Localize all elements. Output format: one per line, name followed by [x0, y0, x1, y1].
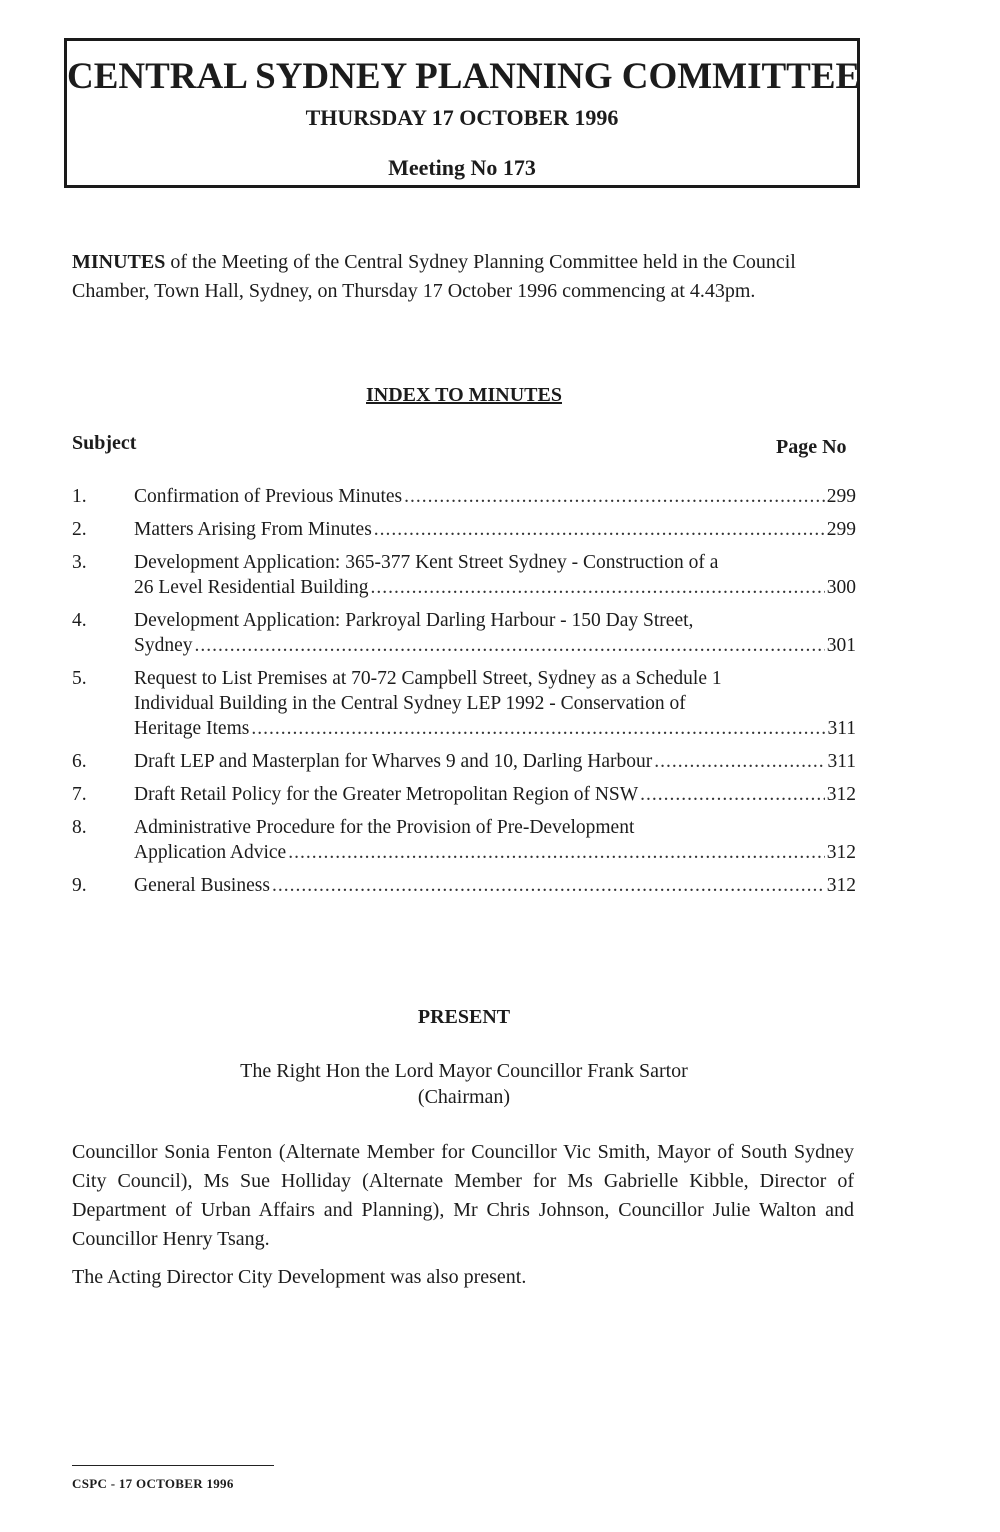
index-item-text-line: Administrative Procedure for the Provision of Pre-Development — [134, 817, 635, 838]
index-item-body — [134, 666, 856, 741]
index-item-last-line — [134, 782, 856, 807]
index-item-title: Matters Arising From Minutes — [134, 519, 372, 540]
index-item — [72, 815, 856, 865]
index-item-number: 8. — [72, 817, 87, 838]
also-present: The Acting Director City Development was also present. — [72, 1266, 527, 1288]
index-item-last-line — [134, 517, 856, 542]
index-item-body — [134, 815, 856, 865]
index-item-page: 311 — [827, 718, 856, 739]
index-item-last-line — [134, 873, 856, 898]
dot-leader — [404, 484, 825, 509]
index-item-page: 299 — [826, 519, 856, 540]
index-item-text-line: Development Application: 365-377 Kent Street Sydney - Construction of a — [134, 552, 719, 573]
dot-leader — [374, 517, 825, 542]
index-item-body — [134, 749, 856, 774]
index-item — [72, 749, 856, 774]
index-item-body — [134, 517, 856, 542]
index-item — [72, 608, 856, 658]
index-item-page: 312 — [826, 784, 856, 805]
index-item-title: General Business — [134, 875, 270, 896]
index-item-number: 2. — [72, 519, 87, 540]
dot-leader — [288, 840, 825, 865]
index-item-title: Application Advice — [134, 842, 287, 863]
index-item-last-line — [134, 840, 856, 865]
index-heading: INDEX TO MINUTES — [366, 384, 562, 406]
index-item-number: 6. — [72, 751, 87, 772]
index-item-number: 1. — [72, 486, 87, 507]
index-item-page: 300 — [826, 577, 856, 598]
dot-leader — [272, 873, 825, 898]
index-item-title: Draft Retail Policy for the Greater Metropolitan Region of NSW — [134, 784, 639, 805]
index-item-title: 26 Level Residential Building — [134, 577, 369, 598]
index-item-number: 7. — [72, 784, 87, 805]
dot-leader — [371, 575, 825, 600]
index-item-page: 312 — [826, 875, 856, 896]
subject-column-label: Subject — [72, 432, 137, 454]
dot-leader — [654, 749, 825, 774]
intro-lead: MINUTES — [72, 251, 166, 273]
committee-title: CENTRAL SYDNEY PLANNING COMMITTEE — [67, 56, 861, 97]
index-item-last-line — [134, 716, 856, 741]
dot-leader — [640, 782, 825, 807]
index-item — [72, 517, 856, 542]
meeting-date: THURSDAY 17 OCTOBER 1996 — [305, 105, 619, 130]
index-item-page: 299 — [826, 486, 856, 507]
index-item-last-line — [134, 575, 856, 600]
index-item-text-line: Individual Building in the Central Sydney LEP 1992 - Conservation of — [134, 693, 686, 714]
index-item-title: Sydney — [134, 635, 193, 656]
index-item-number: 3. — [72, 552, 87, 573]
index-item-last-line — [134, 749, 856, 774]
index-item-page: 311 — [827, 751, 856, 772]
page-column-label: Page No — [776, 436, 847, 458]
index-item-body — [134, 550, 856, 600]
dot-leader — [195, 633, 825, 658]
index-item-text-line: Development Application: Parkroyal Darling Harbour - 150 Day Street, — [134, 610, 694, 631]
index-item-last-line — [134, 484, 856, 509]
chair-role: (Chairman) — [417, 1086, 511, 1108]
index-item-body — [134, 873, 856, 898]
index-item-body — [134, 484, 856, 509]
index-item — [72, 782, 856, 807]
chair-name: The Right Hon the Lord Mayor Councillor Frank Sartor — [240, 1060, 688, 1082]
index-item — [72, 666, 856, 741]
index-item-body — [134, 608, 856, 658]
intro-paragraph — [72, 248, 862, 306]
index-item — [72, 484, 856, 509]
index-item-last-line — [134, 633, 856, 658]
index-item-page: 312 — [826, 842, 856, 863]
index-item-body — [134, 782, 856, 807]
intro-text: of the Meeting of the Central Sydney Planning Committee held in the Council Chamber, Town Hall, Sydney, on Thursday 17 October 1996 commencing at 4.43pm. — [72, 251, 796, 302]
dot-leader — [251, 716, 825, 741]
index-item-number: 9. — [72, 875, 87, 896]
meeting-number: Meeting No 173 — [388, 155, 536, 180]
index-item-title: Confirmation of Previous Minutes — [134, 486, 403, 507]
index-item-title: Heritage Items — [134, 718, 250, 739]
index-item-number: 4. — [72, 610, 87, 631]
members-present: Councillor Sonia Fenton (Alternate Member for Councillor Vic Smith, Mayor of South Sydney City Council), Ms Sue Holliday (Alternate Member for Ms Gabrielle Kibble, Director of Department of Urban Affairs and Planning), Mr Chris Johnson, Councillor Julie Walton and Councillor Henry Tsang. — [72, 1141, 854, 1250]
index-item-title: Draft LEP and Masterplan for Wharves 9 and 10, Darling Harbour — [134, 751, 653, 772]
index-item-page: 301 — [826, 635, 856, 656]
footer-text: CSPC - 17 OCTOBER 1996 — [72, 1476, 234, 1491]
index-item — [72, 550, 856, 600]
index-item-number: 5. — [72, 668, 87, 689]
header-box — [64, 38, 860, 188]
footer-rule — [72, 1465, 274, 1466]
present-heading: PRESENT — [417, 1006, 511, 1028]
index-item-text-line: Request to List Premises at 70-72 Campbell Street, Sydney as a Schedule 1 — [134, 668, 722, 689]
index-item — [72, 873, 856, 898]
index-list — [72, 484, 856, 906]
